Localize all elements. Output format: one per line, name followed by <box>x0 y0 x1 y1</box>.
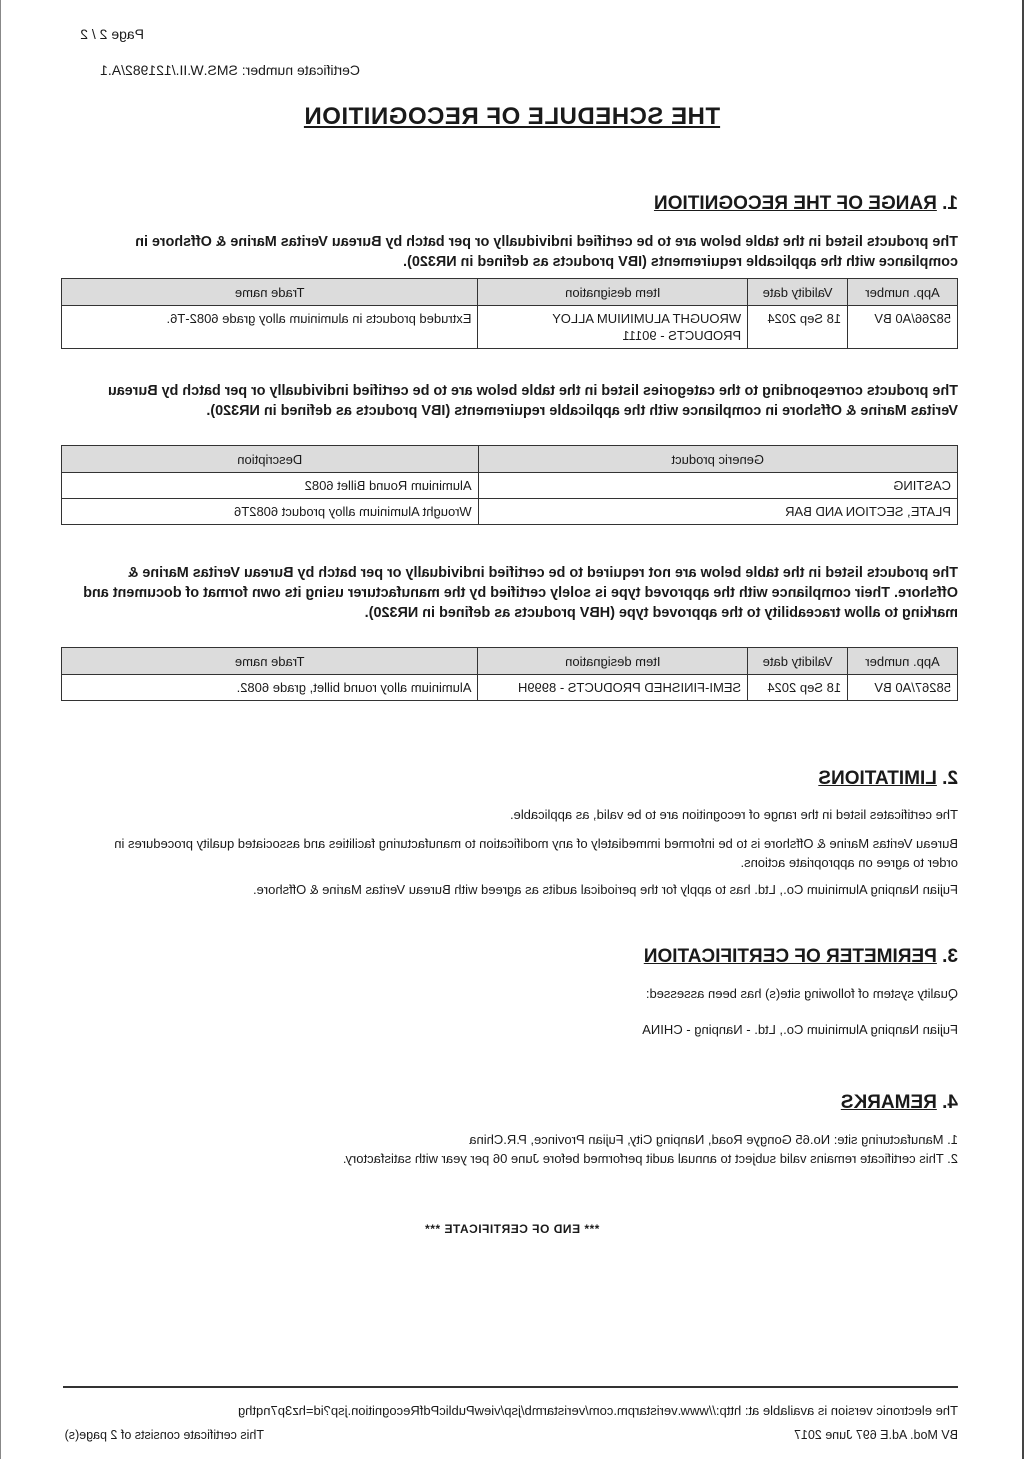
page-number: Page 2 / 2 <box>80 26 144 42</box>
table-cell: WROUGHT ALUMINIUM ALLOY PRODUCTS - 90111 <box>478 306 748 349</box>
ibv-products-table <box>61 278 958 349</box>
perimeter-paragraph-2: Fujian Nanping Aluminium Co., Ltd. - Nanping - CHINA <box>642 1022 958 1037</box>
generic-products-table <box>61 445 958 525</box>
table-header-row <box>62 446 958 473</box>
section-4-heading <box>841 1092 958 1114</box>
column-header: Description <box>62 446 479 473</box>
certificate-number: Certificate number: SMS.W.II./121982/A.1 <box>100 62 360 78</box>
section-1-intro-2: The products corresponding to the categories listed in the table below are to be certified individually or per batch by Bureau Veritas Marine & Offshore in compliance with the applicable requirements (IBV products as defined in NR320). <box>108 383 958 419</box>
table-cell: Aluminium Round Billet 6082 <box>62 473 479 499</box>
column-header: App. number <box>848 279 958 306</box>
table-row <box>62 306 958 349</box>
section-3-title: PERIMETER OF CERTIFICATION <box>643 946 937 967</box>
electronic-version-note: The electronic version is available at: http://www.veristarpm.com/veristarmb/jsp/viewPublicPdfRecognition.jsp?id=hz3p7nqthg <box>237 1403 958 1418</box>
section-4-number: 4. <box>942 1092 958 1113</box>
column-header: Item designation <box>478 648 748 675</box>
document-title: THE SCHEDULE OF RECOGNITION <box>303 103 721 130</box>
table-cell: 58267/A0 BV <box>848 675 958 701</box>
column-header: App. number <box>848 648 958 675</box>
table-row <box>62 473 958 499</box>
scan-right-edge <box>0 0 1 1459</box>
table-header-row <box>62 648 958 675</box>
footer-divider <box>63 1386 958 1388</box>
form-reference: BV Mod. Ad.E 697 June 2017 <box>793 1428 958 1442</box>
section-1-intro-1: The products listed in the table below are to be certified individually or per batch by Bureau Veritas Marine & Offshore in compliance with the applicable requirements (IBV products as defined in NR320). <box>135 234 958 270</box>
section-1-number: 1. <box>942 193 958 214</box>
table-cell: PLATE, SECTION AND BAR <box>478 499 957 525</box>
table-cell: Wrought Aluminium alloy product 6082T6 <box>62 499 479 525</box>
section-1-heading <box>654 193 958 215</box>
remark-2: 2. This certificate remains valid subject to annual audit performed before June 06 per year with satisfactory. <box>342 1151 958 1166</box>
table-cell: SEMI-FINISHED PRODUCTS - 8999H <box>478 675 748 701</box>
table-cell: CASTING <box>478 473 957 499</box>
column-header: Trade name <box>62 648 478 675</box>
limitations-paragraph-1: The certificates listed in the range of recognition are to be valid, as applicable. <box>509 807 958 822</box>
hbv-products-table <box>61 647 958 701</box>
table-row <box>62 499 958 525</box>
limitations-paragraph-2: Bureau Veritas Marine & Offshore is to be informed immediately of any modification to manufacturing facilities and associated quality procedures in order to agree on appropriate actions. <box>114 836 958 870</box>
section-2-number: 2. <box>942 768 958 789</box>
section-2-heading <box>818 768 958 790</box>
section-4-title: REMARKS <box>840 1092 937 1113</box>
column-header: Trade name <box>62 279 478 306</box>
remark-1: 1. Manufacturing site: No.65 Gongye Road, Nanping City, Fujian Province, P.R.China <box>469 1132 958 1147</box>
section-1-title: RANGE OF THE RECOGNITION <box>653 193 937 214</box>
table-cell: 18 Sep 2024 <box>748 306 848 349</box>
table-cell: 58266/A0 BV <box>848 306 958 349</box>
section-3-number: 3. <box>942 946 958 967</box>
table-cell: Aluminium alloy round billet, grade 6082. <box>62 675 478 701</box>
column-header: Item designation <box>478 279 748 306</box>
section-1-intro-3: The products listed in the table below are not required to be certified individually or per batch by Bureau Veritas Marine & Offshore. Their compliance with the approved type is solely certified by the manufacturer using its own format of document and marking to allow traceability to the approved type (HBV products as defined in NR320). <box>83 565 958 621</box>
limitations-paragraph-3: Fujian Nanping Aluminium Co., Ltd. has to apply for the periodical audits as agreed with Bureau Veritas Marine & Offshore. <box>252 882 958 897</box>
column-header: Validity date <box>748 279 848 306</box>
end-of-certificate: *** END OF CERTIFICATE *** <box>424 1222 600 1236</box>
perimeter-paragraph-1: Quality system of following site(s) has been assessed: <box>645 986 958 1001</box>
column-header: Validity date <box>748 648 848 675</box>
table-row <box>62 675 958 701</box>
section-3-heading <box>644 946 958 968</box>
column-header: Generic product <box>478 446 957 473</box>
table-cell: 18 Sep 2024 <box>748 675 848 701</box>
page-count-note: This certificate consists of 2 page(s) <box>64 1428 264 1442</box>
table-header-row <box>62 279 958 306</box>
table-cell: Extruded products in aluminium alloy grade 6082-T6. <box>62 306 478 349</box>
section-2-title: LIMITATIONS <box>818 768 937 789</box>
